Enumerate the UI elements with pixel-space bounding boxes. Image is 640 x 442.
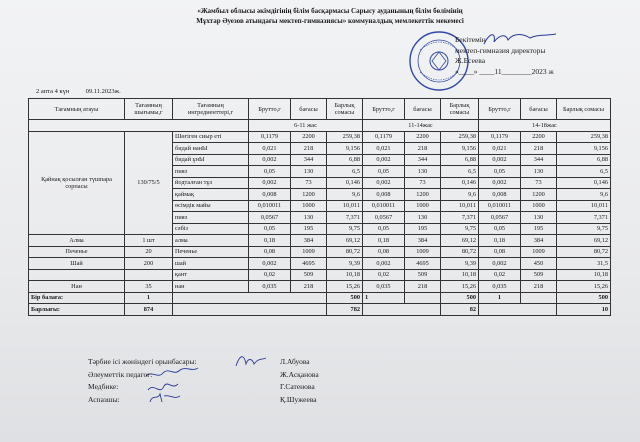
table-cell: 218 bbox=[521, 143, 557, 155]
table-row bbox=[29, 235, 611, 247]
table-cell: алма bbox=[173, 235, 249, 247]
table-cell bbox=[29, 269, 125, 281]
table-cell bbox=[173, 292, 327, 304]
table-cell: бидай нанЫ bbox=[173, 143, 249, 155]
table-cell: 130 bbox=[405, 166, 441, 178]
table-row bbox=[29, 258, 611, 270]
table-cell: 0,002 bbox=[479, 258, 521, 270]
table-cell: 1200 bbox=[291, 189, 327, 201]
name-deputy: Л.Абуова bbox=[280, 357, 310, 366]
table-cell: 15,26 bbox=[441, 281, 479, 293]
table-cell: 10,011 bbox=[327, 200, 363, 212]
table-cell: 6,5 bbox=[557, 166, 611, 178]
table-cell: 450 bbox=[521, 258, 557, 270]
table-cell: 80,72 bbox=[327, 246, 363, 258]
table-cell bbox=[125, 269, 173, 281]
table-cell: 344 bbox=[405, 154, 441, 166]
table-cell: Нан bbox=[29, 281, 125, 293]
table-cell: йодталған тұз bbox=[173, 177, 249, 189]
table-cell: 0,02 bbox=[363, 269, 405, 281]
table-row bbox=[29, 281, 611, 293]
table-cell: 9,6 bbox=[557, 189, 611, 201]
table-cell: 0,002 bbox=[363, 258, 405, 270]
table-cell: 6,88 bbox=[327, 154, 363, 166]
table-cell: 0,035 bbox=[249, 281, 291, 293]
table-cell bbox=[521, 292, 557, 304]
table-cell bbox=[405, 292, 441, 304]
table-cell: 259,38 bbox=[557, 131, 611, 143]
age-group-spacer bbox=[29, 120, 249, 132]
table-cell: 0,05 bbox=[363, 223, 405, 235]
table-cell: 31,5 bbox=[557, 258, 611, 270]
table-cell: 80,72 bbox=[441, 246, 479, 258]
table-header-row bbox=[29, 99, 611, 120]
approval-block bbox=[455, 35, 554, 77]
column-header: Брутто,г bbox=[363, 99, 405, 120]
approval-date-close: » bbox=[473, 66, 478, 76]
table-cell: 0,002 bbox=[363, 154, 405, 166]
table-cell: 0,035 bbox=[479, 281, 521, 293]
table-cell: 0,021 bbox=[363, 143, 405, 155]
table-cell: 0,1179 bbox=[249, 131, 291, 143]
table-cell: 1000 bbox=[405, 200, 441, 212]
menu-date: 09.11.2023ж. bbox=[85, 88, 121, 95]
table-cell: 218 bbox=[291, 143, 327, 155]
table-cell: 218 bbox=[405, 143, 441, 155]
table-cell: 200 bbox=[125, 258, 173, 270]
table-row bbox=[29, 246, 611, 258]
table-cell: 0,035 bbox=[363, 281, 405, 293]
table-cell: 195 bbox=[291, 223, 327, 235]
table-cell: 0,0567 bbox=[249, 212, 291, 224]
table-cell: бидай ұнЫ bbox=[173, 154, 249, 166]
table-cell bbox=[173, 304, 327, 316]
table-cell: 9,6 bbox=[441, 189, 479, 201]
signature-roles bbox=[88, 356, 197, 406]
table-cell: 7,371 bbox=[557, 212, 611, 224]
table-cell: 130 bbox=[521, 166, 557, 178]
table-cell: 509 bbox=[521, 269, 557, 281]
table-cell: 0,146 bbox=[441, 177, 479, 189]
dish-name: Қайнақ қосылған түшпара сорпасы bbox=[29, 131, 125, 235]
table-cell: 9,75 bbox=[441, 223, 479, 235]
table-cell: 1200 bbox=[521, 189, 557, 201]
table-cell: 82 bbox=[441, 304, 479, 316]
table-cell: 1009 bbox=[291, 246, 327, 258]
table-cell: 0,0567 bbox=[363, 212, 405, 224]
table-cell: 0,05 bbox=[363, 166, 405, 178]
table-cell: 0,05 bbox=[249, 223, 291, 235]
table-cell: сәбіз bbox=[173, 223, 249, 235]
table-cell: пияз bbox=[173, 166, 249, 178]
column-header: Барлық сомасы bbox=[327, 99, 363, 120]
table-cell: 1 bbox=[125, 292, 173, 304]
table-cell: нан bbox=[173, 281, 249, 293]
table-cell: 9,75 bbox=[557, 223, 611, 235]
table-cell: 384 bbox=[521, 235, 557, 247]
column-header: бағасы bbox=[405, 99, 441, 120]
table-cell: 6,5 bbox=[327, 166, 363, 178]
table-cell: 4695 bbox=[291, 258, 327, 270]
table-cell: шай bbox=[173, 258, 249, 270]
table-cell: Барлығы: bbox=[29, 304, 125, 316]
table-cell: 344 bbox=[291, 154, 327, 166]
table-cell: 1 шт bbox=[125, 235, 173, 247]
table-cell: 0,08 bbox=[479, 246, 521, 258]
table-cell: 15,26 bbox=[557, 281, 611, 293]
document-header bbox=[150, 6, 510, 26]
header-line-1: «Жамбыл облысы әкімдігінің білім басқармасы Сарысу ауданының білім бөлімінің bbox=[197, 7, 463, 15]
table-cell: 0,002 bbox=[249, 177, 291, 189]
table-cell: 0,002 bbox=[479, 177, 521, 189]
week-day: 2 апта 4 күн bbox=[36, 88, 70, 95]
table-cell: 130 bbox=[405, 212, 441, 224]
table-cell: 130 bbox=[291, 212, 327, 224]
approval-position: мектеп-гимназия директоры bbox=[455, 45, 546, 55]
name-nurse: Г.Сатенова bbox=[280, 382, 315, 391]
approval-name: Ж.Есеева bbox=[455, 56, 486, 65]
table-cell: Алма bbox=[29, 235, 125, 247]
table-cell: 1000 bbox=[521, 200, 557, 212]
menu-table bbox=[28, 98, 611, 316]
table-cell: 0,18 bbox=[479, 235, 521, 247]
table-cell: 384 bbox=[291, 235, 327, 247]
table-cell bbox=[479, 304, 557, 316]
approval-date-open: « bbox=[455, 66, 459, 76]
table-cell: 10,011 bbox=[557, 200, 611, 212]
table-cell: 6,88 bbox=[557, 154, 611, 166]
table-cell: 2200 bbox=[291, 131, 327, 143]
table-cell: 9,75 bbox=[327, 223, 363, 235]
table-cell: 0,002 bbox=[249, 258, 291, 270]
table-cell: 218 bbox=[291, 281, 327, 293]
table-cell: 2200 bbox=[521, 131, 557, 143]
table-cell: 0,002 bbox=[479, 154, 521, 166]
column-header: Брутто,г bbox=[479, 99, 521, 120]
table-cell: пияз bbox=[173, 212, 249, 224]
table-cell: өсімдік майы bbox=[173, 200, 249, 212]
table-cell: 69,12 bbox=[557, 235, 611, 247]
date-line bbox=[36, 88, 121, 95]
role-deputy: Тәрбие ісі жөніндегі орынбасары: bbox=[88, 357, 197, 366]
role-nurse: Медбике: bbox=[88, 382, 119, 391]
table-cell: 15,26 bbox=[327, 281, 363, 293]
table-cell: Бір балаға: bbox=[29, 292, 125, 304]
table-cell: 80,72 bbox=[557, 246, 611, 258]
table-cell: 195 bbox=[405, 223, 441, 235]
table-cell: 0,010011 bbox=[479, 200, 521, 212]
table-cell: 0,02 bbox=[479, 269, 521, 281]
table-cell: қаймақ bbox=[173, 189, 249, 201]
column-header: Тағамның шығымы,г bbox=[125, 99, 173, 120]
table-cell: 0,010011 bbox=[363, 200, 405, 212]
table-cell: 73 bbox=[521, 177, 557, 189]
table-cell: 0,05 bbox=[479, 223, 521, 235]
name-cook: Қ.Шужеева bbox=[280, 394, 317, 404]
column-header: Барлық сомасы bbox=[557, 99, 611, 120]
table-cell: қант bbox=[173, 269, 249, 281]
column-header: Тағамның ингредиенттері,г bbox=[173, 99, 249, 120]
table-cell: Печенье bbox=[173, 246, 249, 258]
table-cell: 69,12 bbox=[327, 235, 363, 247]
column-header: бағасы bbox=[521, 99, 557, 120]
table-cell: 10,18 bbox=[441, 269, 479, 281]
table-row bbox=[29, 269, 611, 281]
table-cell: 9,156 bbox=[327, 143, 363, 155]
header-line-2: Мұхтар Әуезов атындағы мектеп-гимназиясы» коммуналдық мемлекеттік мекемесі bbox=[196, 17, 464, 25]
table-cell: 0,18 bbox=[363, 235, 405, 247]
column-header: бағасы bbox=[291, 99, 327, 120]
table-cell: 1000 bbox=[291, 200, 327, 212]
table-cell: 0,05 bbox=[479, 166, 521, 178]
role-social-pedagog: Әлеуметтік педагог: bbox=[88, 369, 153, 379]
table-cell: 0,08 bbox=[249, 246, 291, 258]
table-cell: 344 bbox=[521, 154, 557, 166]
table-cell: 0,1179 bbox=[479, 131, 521, 143]
dish-yield: 130/75/5 bbox=[125, 131, 173, 235]
age-group-3: 14-18жас bbox=[479, 120, 611, 132]
table-cell: 0,08 bbox=[363, 246, 405, 258]
table-cell: 0,008 bbox=[249, 189, 291, 201]
table-cell: 6,88 bbox=[441, 154, 479, 166]
table-cell: 0,010011 bbox=[249, 200, 291, 212]
table-cell: 9,39 bbox=[441, 258, 479, 270]
table-cell: 500 bbox=[327, 292, 363, 304]
table-cell: 10,011 bbox=[441, 200, 479, 212]
table-cell: 10,18 bbox=[327, 269, 363, 281]
age-group-row bbox=[29, 120, 611, 132]
table-cell: 0,008 bbox=[363, 189, 405, 201]
table-cell: 0,008 bbox=[479, 189, 521, 201]
column-header: Барлық сомасы bbox=[441, 99, 479, 120]
approval-date-month: 11 bbox=[494, 66, 502, 76]
age-group-1: 6-11 жас bbox=[249, 120, 363, 132]
column-header: Брутто,г bbox=[249, 99, 291, 120]
table-cell: 509 bbox=[405, 269, 441, 281]
table-cell: 1 bbox=[363, 292, 405, 304]
table-cell: 6,5 bbox=[441, 166, 479, 178]
table-cell: 259,38 bbox=[441, 131, 479, 143]
name-social-pedagog: Ж.Асқанова bbox=[280, 369, 319, 379]
table-cell: 0,146 bbox=[327, 177, 363, 189]
table-cell: 73 bbox=[405, 177, 441, 189]
table-cell: 9,156 bbox=[441, 143, 479, 155]
table-cell: 500 bbox=[441, 292, 479, 304]
table-cell: 4695 bbox=[405, 258, 441, 270]
table-cell bbox=[363, 304, 441, 316]
table-cell: 1009 bbox=[521, 246, 557, 258]
table-cell: 0,021 bbox=[249, 143, 291, 155]
table-cell: 500 bbox=[557, 292, 611, 304]
table-cell: 0,146 bbox=[557, 177, 611, 189]
table-cell: 9,156 bbox=[557, 143, 611, 155]
table-cell: 509 bbox=[291, 269, 327, 281]
table-cell: 7,371 bbox=[327, 212, 363, 224]
table-cell: 73 bbox=[291, 177, 327, 189]
table-cell: 7,371 bbox=[441, 212, 479, 224]
table-cell: 130 bbox=[291, 166, 327, 178]
table-cell: 9,6 bbox=[327, 189, 363, 201]
table-cell: 1009 bbox=[405, 246, 441, 258]
table-cell: Печенье bbox=[29, 246, 125, 258]
table-row bbox=[29, 131, 611, 143]
table-cell: 69,12 bbox=[441, 235, 479, 247]
table-cell: 20 bbox=[125, 246, 173, 258]
column-header: Тағамның атауы bbox=[29, 99, 125, 120]
table-cell: 874 bbox=[125, 304, 173, 316]
table-cell: 384 bbox=[405, 235, 441, 247]
deputy-signature bbox=[232, 350, 268, 370]
table-cell: 259,38 bbox=[327, 131, 363, 143]
table-cell: 2200 bbox=[405, 131, 441, 143]
table-cell: 35 bbox=[125, 281, 173, 293]
approval-date-year: 2023 ж bbox=[531, 66, 554, 76]
table-cell: 0,002 bbox=[363, 177, 405, 189]
role-cook: Аспазшы: bbox=[88, 394, 120, 404]
total-row bbox=[29, 304, 611, 316]
table-cell: 1200 bbox=[405, 189, 441, 201]
table-cell: 0,05 bbox=[249, 166, 291, 178]
table-cell: 10,18 bbox=[557, 269, 611, 281]
table-cell: 1 bbox=[479, 292, 521, 304]
table-cell: 10 bbox=[557, 304, 611, 316]
table-cell: 130 bbox=[521, 212, 557, 224]
approval-date: «____» ____11________2023 ж bbox=[455, 66, 554, 76]
age-group-2: 11-14жас bbox=[363, 120, 479, 132]
table-cell: 0,0567 bbox=[479, 212, 521, 224]
table-cell: Шай bbox=[29, 258, 125, 270]
table-cell: 0,1179 bbox=[363, 131, 405, 143]
table-cell: 0,021 bbox=[479, 143, 521, 155]
signature-names bbox=[280, 356, 319, 406]
table-cell: 218 bbox=[405, 281, 441, 293]
per-child-row bbox=[29, 292, 611, 304]
table-cell: 9,39 bbox=[327, 258, 363, 270]
approval-title: Бекітемін bbox=[455, 35, 486, 44]
table-cell: 0,18 bbox=[249, 235, 291, 247]
table-cell: 0,002 bbox=[249, 154, 291, 166]
table-cell: 218 bbox=[521, 281, 557, 293]
table-cell: Шөгіген сиыр еті bbox=[173, 131, 249, 143]
table-cell: 782 bbox=[327, 304, 363, 316]
table-cell: 195 bbox=[521, 223, 557, 235]
table-cell: 0,02 bbox=[249, 269, 291, 281]
